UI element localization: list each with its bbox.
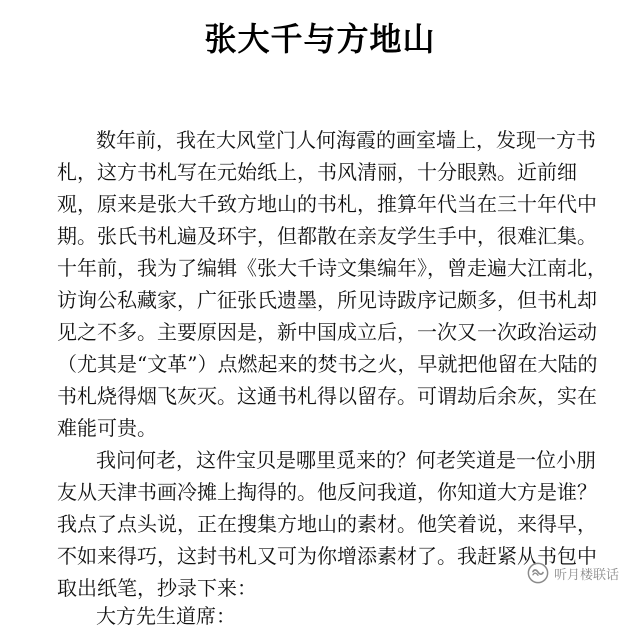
body-line: 期。张氏书札遍及环宇，但都散在亲友学生手中，很难汇集。 xyxy=(57,224,597,248)
article-title: 张大千与方地山 xyxy=(204,20,436,58)
body-line: 访询公私藏家，广征张氏遗墨，所见诗跋序记颇多，但书札却 xyxy=(57,288,597,312)
body-line: 不如来得巧，这封书札又可为你增添素材了。我赶紧从书包中 xyxy=(57,544,597,568)
body-line: 友从天津书画冷摊上掏得的。他反问我道，你知道大方是谁？ xyxy=(57,480,597,504)
body-line: 数年前，我在大风堂门人何海霞的画室墙上，发现一方书 xyxy=(96,128,596,152)
body-line: 十年前，我为了编辑《张大千诗文集编年》，曾走遍大江南北， xyxy=(57,256,607,280)
body-line: （尤其是“文革”）点燃起来的焚书之火，早就把他留在大陆的 xyxy=(57,352,598,376)
body-line: 札，这方书札写在元始纸上，书风清丽，十分眼熟。近前细 xyxy=(57,160,577,184)
body-line: 书札烧得烟飞灰灭。这通书札得以留存。可谓劫后余灰，实在 xyxy=(57,384,597,408)
body-line: 我问何老，这件宝贝是哪里觅来的？何老笑道是一位小朋 xyxy=(96,448,596,472)
watermark xyxy=(527,562,619,584)
salutation-line: 大方先生道席： xyxy=(96,604,236,628)
body-line: 取出纸笔，抄录下来： xyxy=(57,576,257,600)
body-line: 观，原来是张大千致方地山的书札，推算年代当在三十年代中 xyxy=(57,192,597,216)
body-line: 难能可贵。 xyxy=(57,416,157,440)
watermark-label: 听月楼联话 xyxy=(554,567,620,583)
wechat-channel-icon xyxy=(527,562,549,584)
body-line: 见之不多。主要原因是，新中国成立后，一次又一次政治运动 xyxy=(57,320,597,344)
body-line: 我点了点头说，正在搜集方地山的素材。他笑着说，来得早， xyxy=(57,512,597,536)
